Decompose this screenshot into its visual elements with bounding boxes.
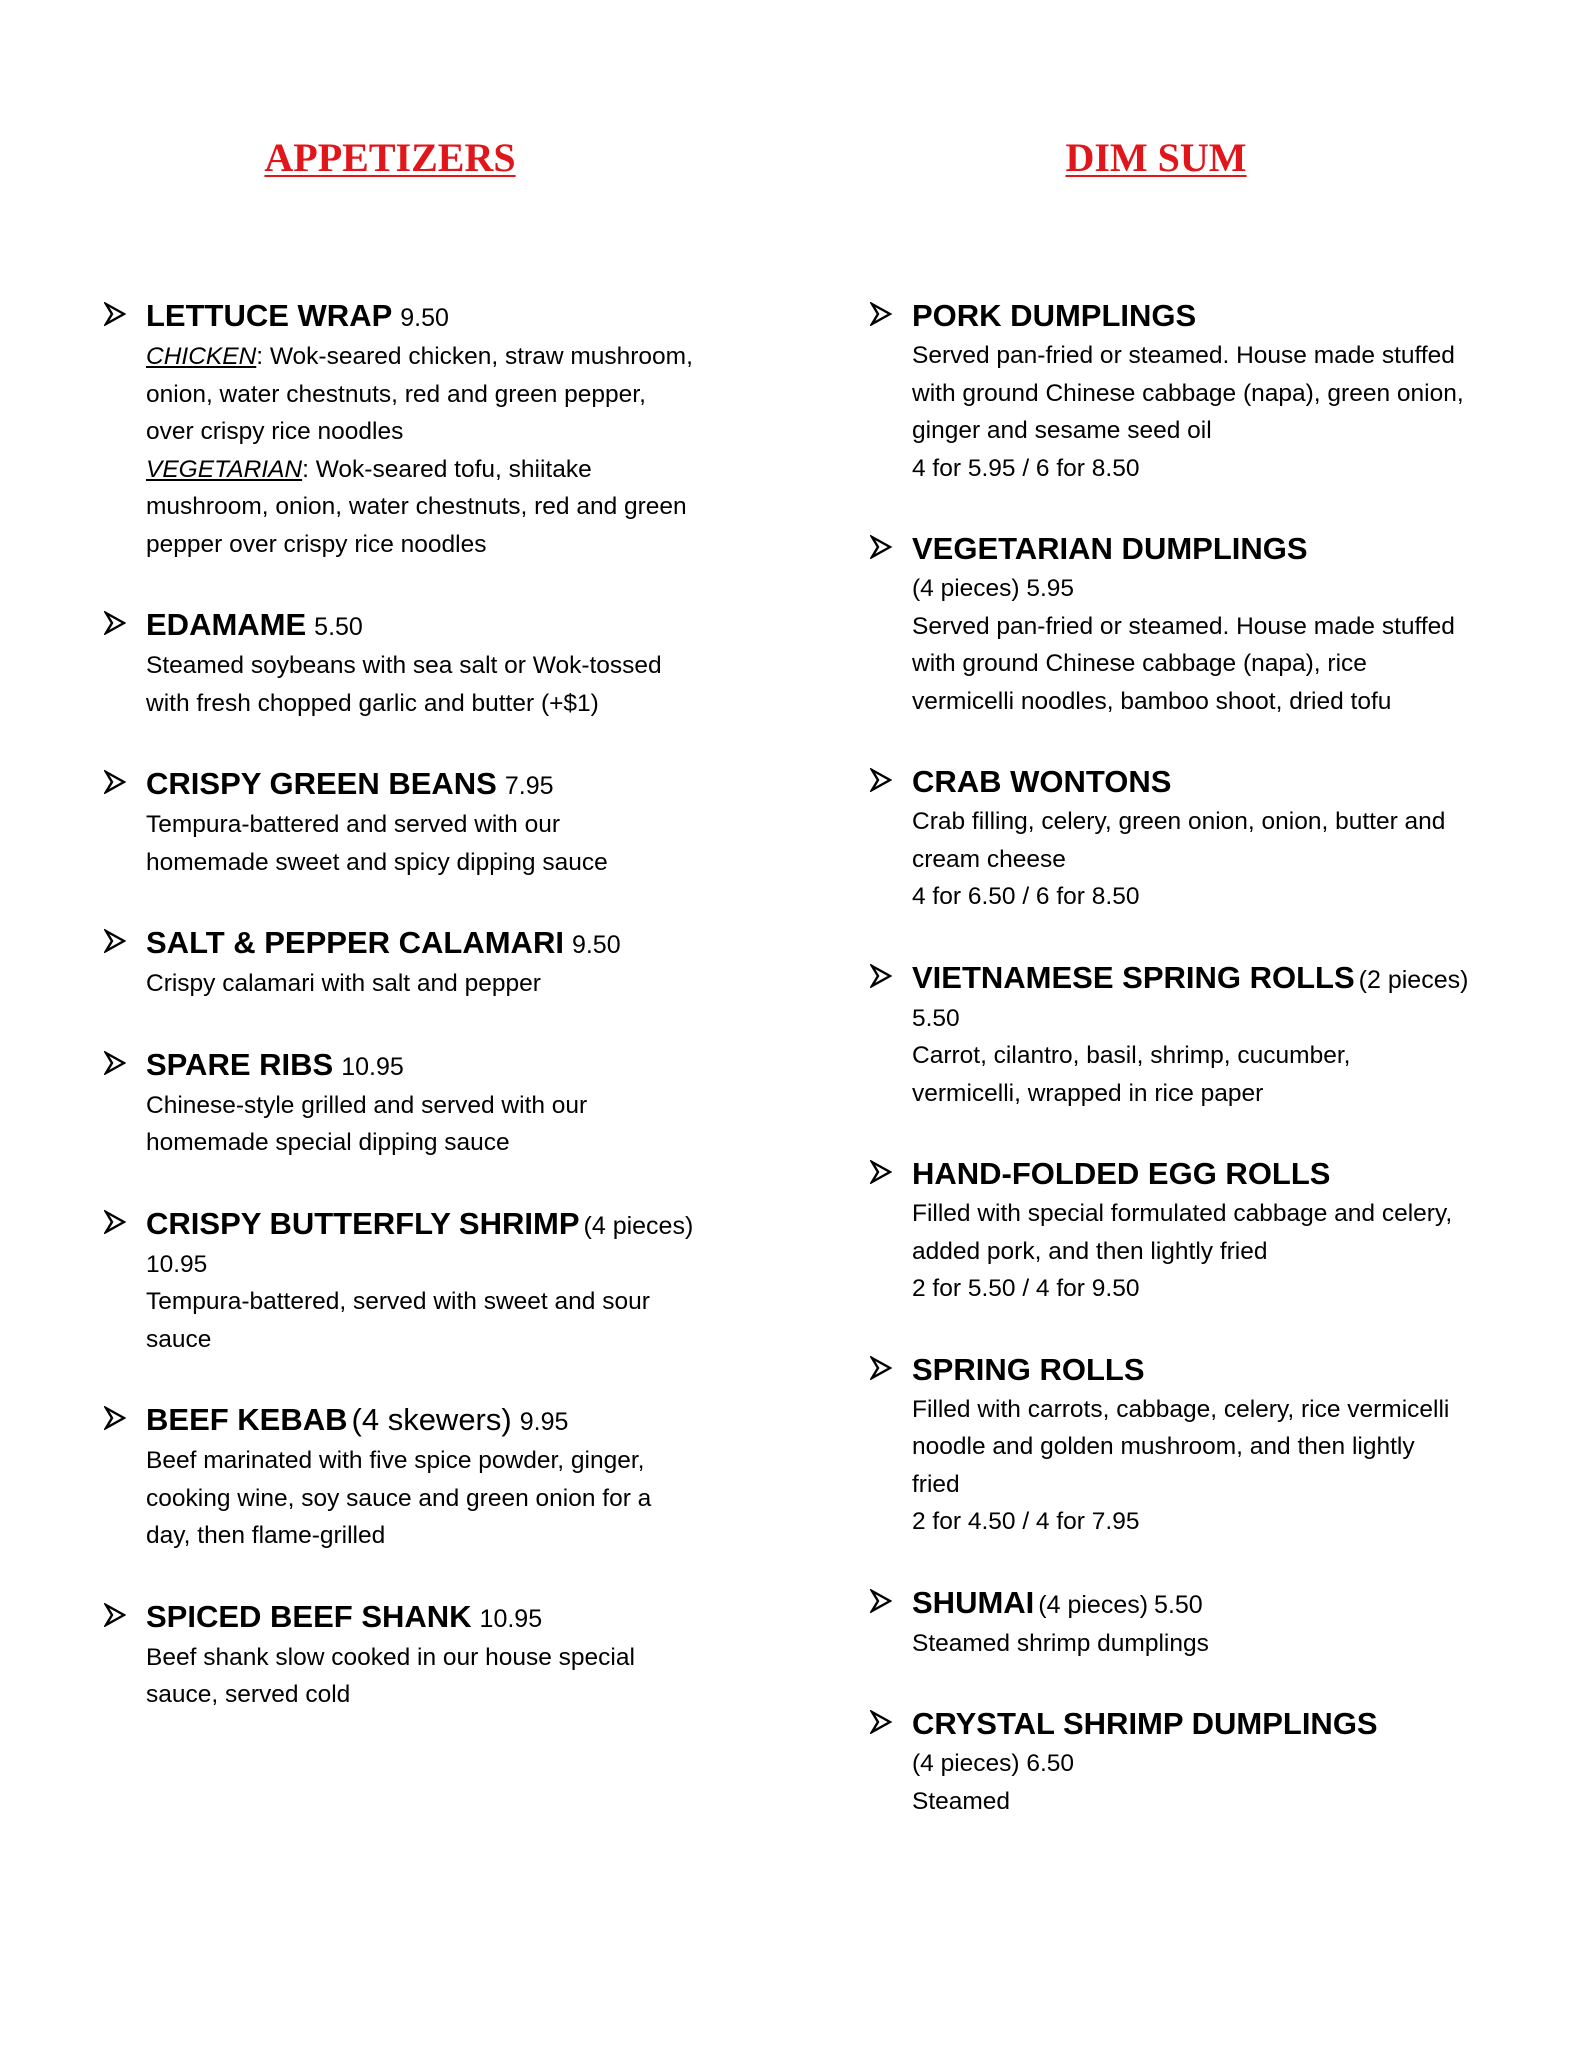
arrow-bullet-icon (104, 302, 126, 326)
menu-item-description: Chinese-style grilled and served with our (146, 1091, 588, 1119)
menu-item-description: cream cheese (912, 845, 1066, 873)
menu-item-description: vermicelli noodles, bamboo shoot, dried tofu (912, 687, 1392, 715)
appetizers-column (100, 132, 740, 1756)
variant-text: : Wok-seared tofu, shiitake (302, 455, 592, 483)
menu-item-title (146, 1204, 740, 1246)
menu-item-description: Beef shank slow cooked in our house special (146, 1643, 635, 1671)
dim-sum-column (866, 132, 1506, 1862)
menu-item-price: 9.95 (519, 1408, 569, 1436)
menu-item (100, 1045, 740, 1162)
menu-item-description: Tempura-battered, served with sweet and sour (146, 1288, 650, 1315)
arrow-bullet-icon (870, 1589, 892, 1613)
menu-item-name: VEGETARIAN DUMPLINGS (912, 531, 1308, 566)
menu-item-description: Carrot, cilantro, basil, shrimp, cucumber, (912, 1042, 1351, 1069)
arrow-bullet-icon (870, 1356, 892, 1380)
arrow-bullet-icon (870, 535, 892, 559)
menu-item (100, 1597, 740, 1714)
menu-item-title (146, 1597, 740, 1639)
menu-item (866, 1704, 1506, 1820)
menu-item-name: PORK DUMPLINGS (912, 298, 1197, 333)
menu-item-description: with ground Chinese cabbage (napa), rice (912, 650, 1367, 677)
menu-item (100, 1400, 740, 1555)
menu-item-description: Steamed soybeans with sea salt or Wok-tossed (146, 652, 662, 679)
menu-item-description: Filled with special formulated cabbage and celery, (912, 1200, 1453, 1227)
menu-item-description: with ground Chinese cabbage (napa), green onion, (912, 379, 1464, 407)
menu-item-pieces: (4 pieces) (583, 1211, 694, 1240)
menu-item-title (146, 605, 740, 647)
menu-item (866, 1583, 1506, 1663)
menu-item-description: (4 pieces) 6.50 (912, 1750, 1075, 1777)
menu-item-description: fried (912, 1470, 960, 1498)
menu-item (100, 1204, 740, 1359)
menu-item-name: LETTUCE WRAP (146, 298, 393, 333)
menu-item-description: Served pan-fried or steamed. House made stuffed (912, 342, 1455, 369)
menu-item-description: 2 for 4.50 / 4 for 7.95 (912, 1508, 1140, 1535)
arrow-bullet-icon (104, 1406, 126, 1430)
menu-item-name: SPRING ROLLS (912, 1351, 1145, 1387)
menu-item-title (146, 296, 740, 338)
menu-item-description: 2 for 5.50 / 4 for 9.50 (912, 1275, 1140, 1302)
arrow-bullet-icon (104, 929, 126, 953)
menu-item (100, 764, 740, 881)
menu-item-description: added pork, and then lightly fried (912, 1237, 1268, 1265)
menu-item-description: over crispy rice noodles (146, 418, 404, 445)
arrow-bullet-icon (104, 1051, 126, 1075)
menu-item-description: Tempura-battered and served with our (146, 811, 560, 838)
menu-item-description: Filled with carrots, cabbage, celery, rice vermicelli (912, 1395, 1450, 1423)
menu-item (866, 1350, 1506, 1541)
variant-text: : Wok-seared chicken, straw mushroom, (256, 343, 693, 370)
menu-item-price: 5.50 (314, 613, 363, 641)
menu-item-variant (146, 338, 740, 376)
arrow-bullet-icon (104, 770, 126, 794)
menu-item-price: 9.50 (400, 304, 449, 332)
menu-item-description: with fresh chopped garlic and butter (+$1) (146, 689, 599, 717)
menu-item (866, 1154, 1506, 1308)
arrow-bullet-icon (870, 1710, 892, 1734)
menu-item-title (912, 1154, 1506, 1195)
menu-item-price: 10.95 (479, 1604, 543, 1633)
menu-item-name: BEEF KEBAB (146, 1402, 348, 1437)
menu-item (866, 529, 1506, 720)
menu-item-name: CRYSTAL SHRIMP DUMPLINGS (912, 1706, 1378, 1741)
menu-item-description: homemade special dipping sauce (146, 1129, 510, 1156)
menu-item-description: cooking wine, soy sauce and green onion for a (146, 1484, 652, 1512)
arrow-bullet-icon (104, 611, 126, 635)
menu-item-title (146, 923, 740, 965)
arrow-bullet-icon (104, 1603, 126, 1627)
menu-item-name: CRAB WONTONS (912, 764, 1172, 799)
variant-label: VEGETARIAN (146, 455, 303, 483)
menu-item (100, 605, 740, 722)
menu-item-pieces: (2 pieces) (1358, 965, 1469, 994)
menu-item-description: onion, water chestnuts, red and green pepper, (146, 380, 646, 408)
menu-item-title (146, 1045, 740, 1087)
menu-item-title (146, 764, 740, 806)
menu-item-price: 5.50 (1154, 1590, 1203, 1619)
menu-item-description: ginger and sesame seed oil (912, 417, 1212, 444)
menu-item (100, 296, 740, 563)
menu-item-name: SPICED BEEF SHANK (146, 1598, 472, 1634)
appetizers-heading: APPETIZERS (264, 135, 516, 180)
menu-item (866, 296, 1506, 487)
menu-item-name: SPARE RIBS (146, 1046, 334, 1082)
menu-item-title (912, 1350, 1506, 1391)
menu-item-pieces: (4 skewers) (351, 1402, 512, 1437)
menu-item-name: CRISPY BUTTERFLY SHRIMP (146, 1205, 580, 1241)
menu-item-description: pepper over crispy rice noodles (146, 530, 487, 558)
menu-item-price: 7.95 (504, 772, 554, 800)
arrow-bullet-icon (104, 1210, 126, 1234)
menu-item-description: homemade sweet and spicy dipping sauce (146, 848, 608, 876)
menu-item (866, 958, 1506, 1113)
menu-item-title (912, 958, 1506, 1000)
menu-item-title (912, 1704, 1506, 1745)
arrow-bullet-icon (870, 302, 892, 326)
menu-item-description: Beef marinated with five spice powder, ginger, (146, 1447, 645, 1474)
menu-item-title (912, 762, 1506, 803)
menu-item-description: Steamed shrimp dumplings (912, 1629, 1209, 1657)
menu-item-description: 10.95 (146, 1250, 208, 1278)
menu-item-name: SALT & PEPPER CALAMARI (146, 925, 564, 960)
menu-item-description: mushroom, onion, water chestnuts, red and green (146, 493, 687, 520)
menu-item (866, 762, 1506, 916)
menu-item-price: 9.50 (571, 931, 621, 959)
menu-item-name: VIETNAMESE SPRING ROLLS (912, 959, 1355, 995)
menu-item-description: 5.50 (912, 1004, 960, 1032)
menu-item-description: (4 pieces) 5.95 (912, 575, 1075, 602)
menu-item-name: CRISPY GREEN BEANS (146, 766, 497, 801)
menu-item-title (912, 296, 1506, 337)
menu-item-description: 4 for 5.95 / 6 for 8.50 (912, 454, 1140, 482)
menu-item-description: sauce (146, 1325, 212, 1353)
menu-item-variant (146, 451, 740, 489)
menu-item-name: HAND-FOLDED EGG ROLLS (912, 1156, 1331, 1191)
arrow-bullet-icon (870, 964, 892, 988)
menu-item-title (912, 1583, 1506, 1625)
menu-item-description: vermicelli, wrapped in rice paper (912, 1079, 1264, 1107)
menu-item-pieces: (4 pieces) (1038, 1590, 1149, 1619)
menu-item-description: Crab filling, celery, green onion, onion, butter and (912, 808, 1446, 835)
menu-item-description: Crispy calamari with salt and pepper (146, 970, 541, 997)
dim-sum-heading: DIM SUM (1065, 135, 1247, 180)
arrow-bullet-icon (870, 768, 892, 792)
menu-item-description: Served pan-fried or steamed. House made stuffed (912, 612, 1455, 640)
menu-item-title (146, 1400, 740, 1442)
menu-item-title (912, 529, 1506, 570)
menu-item-description: noodle and golden mushroom, and then lightly (912, 1433, 1415, 1460)
menu-item-name: SHUMAI (912, 1584, 1035, 1620)
menu-item-price: 10.95 (341, 1052, 404, 1081)
menu-item-description: day, then flame-grilled (146, 1522, 386, 1549)
menu-item-description: sauce, served cold (146, 1681, 351, 1708)
menu-item-description: 4 for 6.50 / 6 for 8.50 (912, 883, 1140, 910)
variant-label: CHICKEN (146, 343, 257, 370)
menu-item-description: Steamed (912, 1787, 1011, 1815)
dim-sum-list (866, 296, 1506, 1820)
arrow-bullet-icon (870, 1160, 892, 1184)
appetizers-list (100, 296, 740, 1714)
menu-item (100, 923, 740, 1003)
menu-item-name: EDAMAME (146, 607, 307, 642)
